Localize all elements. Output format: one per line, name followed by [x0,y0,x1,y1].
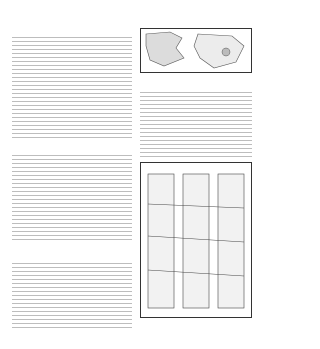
introduction-body [12,155,132,243]
location-marker [222,48,230,56]
stratigraphic-column [148,174,174,308]
figure-1-location-map [140,28,252,73]
figure-2-correlation-diagram [140,162,252,318]
regional-framework-body [12,263,132,329]
age-constraints-body [140,92,252,158]
abstract-body [12,37,132,141]
stratigraphic-column [183,174,209,308]
